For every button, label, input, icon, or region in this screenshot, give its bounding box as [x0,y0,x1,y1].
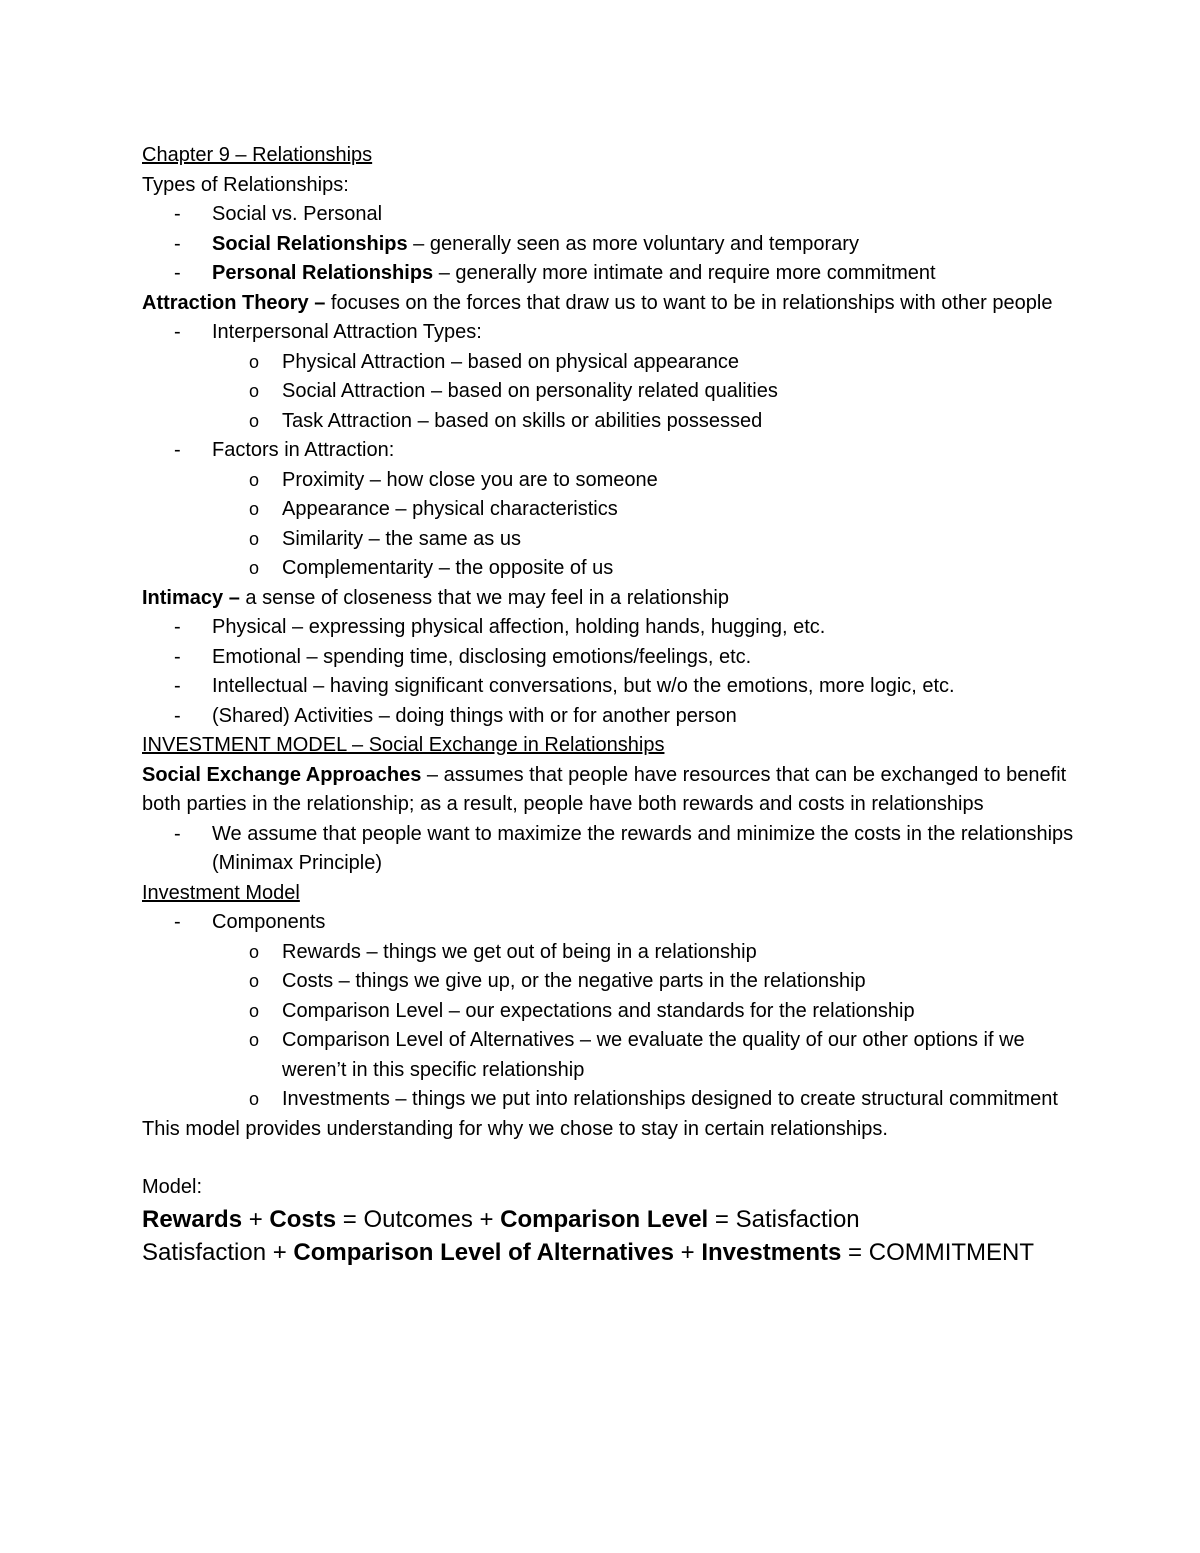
list-item: - Interpersonal Attraction Types: [142,318,1082,348]
attraction-definition: Attraction Theory – focuses on the forces that draw us to want to be in relationships with other people [142,291,1053,314]
circle-marker: o [249,499,260,519]
investment-model-title: Investment Model [142,881,300,904]
sub-list-item: o Rewards – things we get out of being in a relationship [142,938,1082,968]
dash-marker: - [174,203,181,225]
sub-list-item: o Social Attraction – based on personality related qualities [142,377,1082,407]
dash-marker: - [174,321,181,343]
sub-list-item: o Appearance – physical characteristics [142,495,1082,525]
intimacy-definition: Intimacy – a sense of closeness that we may feel in a relationship [142,586,729,609]
circle-marker: o [249,351,260,372]
list-item: - Intellectual – having significant conversations, but w/o the emotions, more logic, etc. [142,672,1082,702]
list-item: - Social Relationships – generally seen as more voluntary and temporary [142,230,1082,260]
blank-line [142,1144,1082,1173]
types-title: Types of Relationships: [142,173,349,196]
circle-marker: o [249,1000,260,1021]
sub-list-item: o Physical Attraction – based on physical appearance [142,348,1082,378]
sub-list-item: o Comparison Level of Alternatives – we evaluate the quality of our other options if we weren’t in this specific relationship [142,1026,1082,1085]
circle-marker: o [249,528,260,549]
dash-marker: - [174,232,181,255]
circle-marker: o [249,558,260,578]
circle-marker: o [249,410,260,431]
list-item: - Components [142,908,1082,938]
chapter-heading: Chapter 9 – Relationships [142,144,373,166]
model-label: Model: [142,1176,203,1198]
model-summary: This model provides understanding for why we chose to stay in certain relationships. [142,1117,888,1140]
list-item: - Factors in Attraction: [142,436,1082,466]
list-item: - Physical – expressing physical affection, holding hands, hugging, etc. [142,613,1082,643]
dash-marker: - [174,645,181,668]
sub-list-item: o Task Attraction – based on skills or abilities possessed [142,407,1082,437]
dash-marker: - [174,911,181,933]
circle-marker: o [249,941,260,962]
dash-marker: - [174,262,181,284]
formula-satisfaction: Rewards + Costs = Outcomes + Comparison Level = Satisfaction [142,1205,860,1233]
sub-list-item: o Costs – things we give up, or the negative parts in the relationship [142,967,1082,997]
investment-model-heading: INVESTMENT MODEL – Social Exchange in Relationships [142,734,665,756]
sub-list-item: o Investments – things we put into relationships designed to create structural commitment [142,1085,1082,1115]
circle-marker: o [249,381,260,401]
list-item: - (Shared) Activities – doing things with or for another person [142,702,1082,732]
circle-marker: o [249,1030,260,1050]
sub-list-item: o Proximity – how close you are to someone [142,466,1082,496]
list-item: - Personal Relationships – generally more intimate and require more commitment [142,259,1082,289]
circle-marker: o [249,1089,260,1109]
dash-marker: - [174,616,181,638]
dash-marker: - [174,704,181,727]
formula-commitment: Satisfaction + Comparison Level of Alternatives + Investments = COMMITMENT [142,1238,1035,1266]
list-item: - Social vs. Personal [142,200,1082,230]
dash-marker: - [174,822,181,845]
sub-list-item: o Similarity – the same as us [142,525,1082,555]
sub-list-item: o Comparison Level – our expectations and standards for the relationship [142,997,1082,1027]
sub-list-item: o Complementarity – the opposite of us [142,554,1082,584]
circle-marker: o [249,971,260,991]
document-page [142,141,1082,1269]
social-exchange-definition: Social Exchange Approaches – assumes that people have resources that can be exchanged to benefit both parties in the relationship; as a result, people have both rewards and costs in relationships [142,763,1067,815]
circle-marker: o [249,469,260,490]
list-item: - Emotional – spending time, disclosing emotions/feelings, etc. [142,643,1082,673]
dash-marker: - [174,439,181,461]
dash-marker: - [174,675,181,697]
list-item: - We assume that people want to maximize the rewards and minimize the costs in the relationships (Minimax Principle) [142,820,1082,879]
